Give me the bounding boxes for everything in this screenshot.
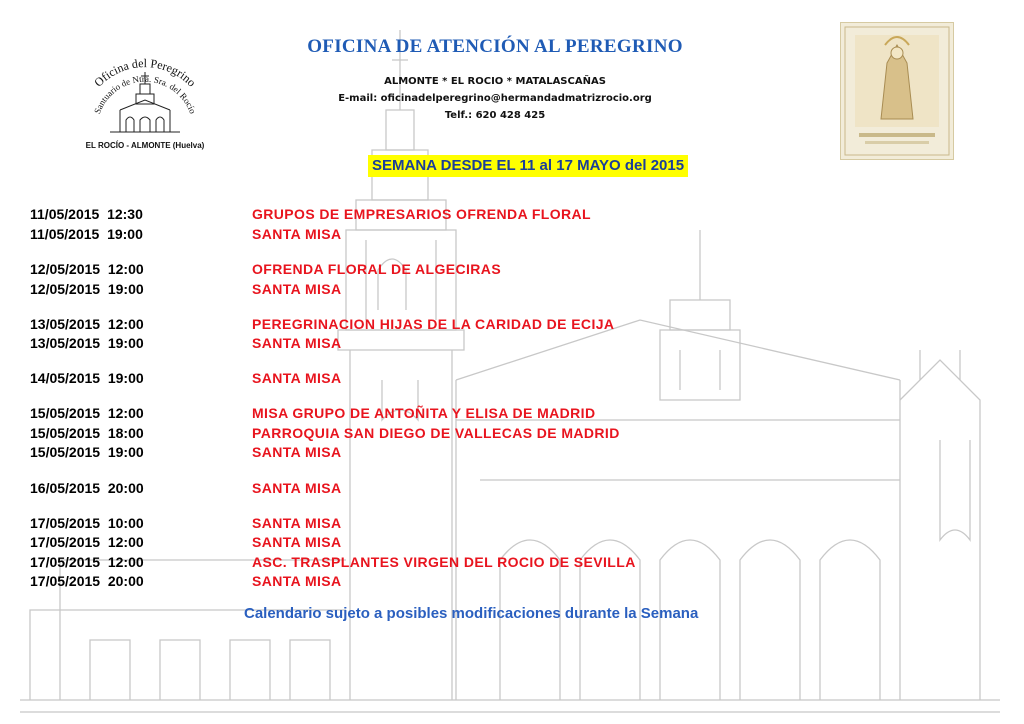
logo-inner-text: Santuario de Ntra. Sra. del Rocío	[92, 73, 198, 116]
event-title: SANTA MISA	[252, 515, 342, 531]
event-datetime: 15/05/2015 19:00	[30, 444, 144, 460]
email-line: E-mail: oficinadelperegrino@hermandadmatrizrocio.org	[338, 93, 652, 104]
event-datetime: 17/05/2015 12:00	[30, 534, 144, 550]
schedule-row	[0, 315, 1024, 333]
event-datetime: 15/05/2015 12:00	[30, 405, 144, 421]
event-title: MISA GRUPO DE ANTOÑITA Y ELISA DE MADRID	[252, 405, 596, 421]
event-datetime: 12/05/2015 19:00	[30, 281, 144, 297]
event-title: PEREGRINACION HIJAS DE LA CARIDAD DE ECIJA	[252, 316, 615, 332]
event-title: SANTA MISA	[252, 370, 342, 386]
event-title: SANTA MISA	[252, 444, 342, 460]
event-datetime: 14/05/2015 19:00	[30, 370, 144, 386]
schedule-row	[0, 205, 1024, 223]
event-datetime: 15/05/2015 18:00	[30, 425, 144, 441]
event-title: SANTA MISA	[252, 534, 342, 550]
event-title: SANTA MISA	[252, 226, 342, 242]
event-datetime: 13/05/2015 19:00	[30, 335, 144, 351]
week-label: SEMANA DESDE EL 11 al 17 MAYO del 2015	[368, 155, 688, 177]
event-title: SANTA MISA	[252, 281, 342, 297]
event-title: GRUPOS DE EMPRESARIOS OFRENDA FLORAL	[252, 206, 592, 222]
footer-note: Calendario sujeto a posibles modificaciones durante la Semana	[244, 605, 699, 622]
event-datetime: 13/05/2015 12:00	[30, 316, 144, 332]
schedule-row	[0, 443, 1024, 461]
event-datetime: 17/05/2015 10:00	[30, 515, 144, 531]
event-title: PARROQUIA SAN DIEGO DE VALLECAS DE MADRID	[252, 425, 620, 441]
schedule-row	[0, 533, 1024, 551]
schedule-row	[0, 572, 1024, 590]
event-datetime: 11/05/2015 12:30	[30, 206, 143, 222]
event-datetime: 17/05/2015 20:00	[30, 573, 144, 589]
address-line: ALMONTE * EL ROCIO * MATALASCAÑAS	[384, 76, 606, 87]
schedule-row	[0, 260, 1024, 278]
event-title: SANTA MISA	[252, 573, 342, 589]
schedule-row	[0, 514, 1024, 532]
event-datetime: 12/05/2015 12:00	[30, 261, 144, 277]
schedule-row	[0, 424, 1024, 442]
event-datetime: 11/05/2015 19:00	[30, 226, 143, 242]
schedule-row	[0, 334, 1024, 352]
schedule-row	[0, 369, 1024, 387]
schedule-row	[0, 479, 1024, 497]
schedule-row	[0, 404, 1024, 422]
logo-bottom-text: EL ROCÍO - ALMONTE (Huelva)	[85, 141, 205, 150]
page-title: OFICINA DE ATENCIÓN AL PEREGRINO	[307, 36, 683, 57]
event-title: SANTA MISA	[252, 480, 342, 496]
event-title: SANTA MISA	[252, 335, 342, 351]
event-datetime: 16/05/2015 20:00	[30, 480, 144, 496]
phone-line: Telf.: 620 428 425	[444, 110, 546, 121]
schedule-row	[0, 225, 1024, 243]
schedule-row	[0, 553, 1024, 571]
event-title: ASC. TRASPLANTES VIRGEN DEL ROCIO DE SEVILLA	[252, 554, 636, 570]
event-title: OFRENDA FLORAL DE ALGECIRAS	[252, 261, 502, 277]
logo-arc-text: Oficina del Peregrino	[91, 56, 199, 90]
event-datetime: 17/05/2015 12:00	[30, 554, 144, 570]
schedule-row	[0, 280, 1024, 298]
